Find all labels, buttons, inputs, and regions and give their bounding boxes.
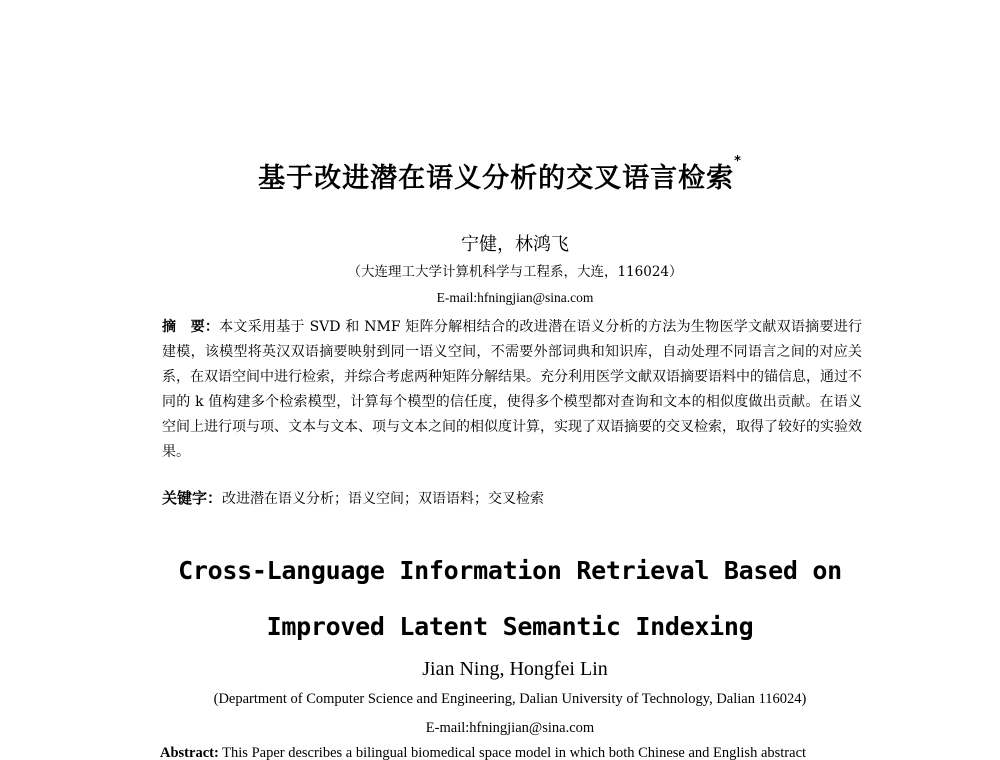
english-abstract-label: Abstract: bbox=[160, 745, 219, 760]
chinese-affiliation: （大连理工大学计算机科学与工程系，大连，116024） bbox=[347, 264, 683, 280]
chinese-title-text: 基于改进潜在语义分析的交叉语言检索 bbox=[258, 163, 735, 194]
english-title-line-1: Cross-Language Information Retrieval Based on bbox=[178, 556, 842, 585]
chinese-abstract-label: 摘 要： bbox=[162, 319, 220, 335]
chinese-abstract bbox=[162, 315, 862, 465]
chinese-authors: 宁健，林鸿飞 bbox=[461, 234, 569, 255]
chinese-keywords bbox=[162, 487, 862, 508]
english-abstract bbox=[160, 745, 880, 760]
chinese-keywords-text: 改进潜在语义分析；语义空间；双语语料；交叉检索 bbox=[222, 491, 545, 507]
chinese-email: E-mail:hfningjian@sina.com bbox=[436, 290, 594, 305]
english-authors: Jian Ning, Hongfei Lin bbox=[422, 658, 608, 680]
english-affiliation: (Department of Computer Science and Engineering, Dalian University of Technology, Dalian 116024) bbox=[213, 691, 807, 707]
english-abstract-text: This Paper describes a bilingual biomedical space model in which both Chinese and English abstract bbox=[218, 745, 807, 760]
chinese-title bbox=[0, 156, 1000, 195]
chinese-abstract-text: 本文采用基于 SVD 和 NMF 矩阵分解相结合的改进潜在语义分析的方法为生物医学文献双语摘要进行建模，该模型将英汉双语摘要映射到同一语义空间，不需要外部词典和知识库，自动处理不同语言之间的对应关系，在双语空间中进行检索，并综合考虑两种矩阵分解结果。充分利用医学文献双语摘要语料中的锚信息，通过不同的 k 值构建多个检索模型，计算每个模型的信任度，使得多个模型都对查询和文本的相似度做出贡献。在语义空间上进行项与项、文本与文本、项与文本之间的相似度计算，实现了双语摘要的交叉检索，取得了较好的实验效果。 bbox=[162, 319, 863, 460]
english-email: E-mail:hfningjian@sina.com bbox=[425, 720, 595, 736]
english-title-line-2: Improved Latent Semantic Indexing bbox=[266, 612, 754, 641]
chinese-keywords-label: 关键字： bbox=[162, 489, 223, 507]
title-footnote-mark: * bbox=[734, 154, 742, 169]
